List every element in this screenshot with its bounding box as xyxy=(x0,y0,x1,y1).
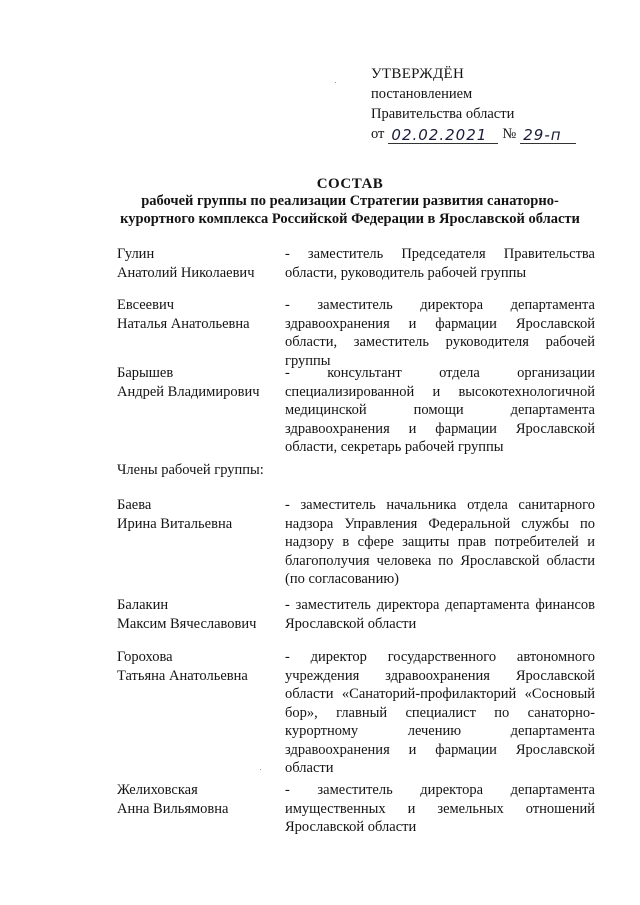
member-given-names: Анна Вильямовна xyxy=(117,800,229,817)
member-name xyxy=(117,648,282,685)
member-given-names: Максим Вячеславович xyxy=(117,615,257,632)
member-name xyxy=(117,781,282,818)
scan-speck xyxy=(260,769,261,770)
approval-block xyxy=(371,64,580,144)
document-subtitle-line-2: курортного комплекса Российской Федерации в Ярославской области xyxy=(120,211,580,227)
handwritten-number: 29-п xyxy=(520,127,576,144)
member-surname: Евсеевич xyxy=(117,297,175,313)
member-surname: Баева xyxy=(117,497,152,513)
member-surname: Горохова xyxy=(117,649,173,665)
member-name xyxy=(117,364,282,401)
members-section-label: Члены рабочей группы: xyxy=(117,462,264,478)
member-given-names: Наталья Анатольевна xyxy=(117,315,250,332)
approval-title: УТВЕРЖДЁН xyxy=(371,66,465,82)
approval-date-prefix: от xyxy=(371,126,385,142)
member-role: - заместитель директора департамента финансов Ярославской области xyxy=(285,597,595,632)
member-name xyxy=(117,496,282,533)
member-given-names: Анатолий Николаевич xyxy=(117,264,255,281)
document-subtitle xyxy=(90,192,610,228)
member-role: - заместитель директора департамента здравоохранения и фармации Ярославской области, заместитель руководителя рабочей группы xyxy=(285,297,595,369)
member-role: - заместитель Председателя Правительства области, руководитель рабочей группы xyxy=(285,246,595,281)
member-role: - консультант отдела организации специализированной и высокотехнологичной медицинской помощи департамента здравоохранения и фармации Ярославской области, секретарь рабочей группы xyxy=(285,365,595,455)
member-role: - директор государственного автономного учреждения здравоохранения Ярославской области «Санаторий-профилакторий «Сосновый бор», главный специалист по санаторно-курортному лечению департамента здравоохранения и фармации Ярославской области xyxy=(285,649,595,776)
handwritten-date: 02.02.2021 xyxy=(388,127,498,144)
approval-number-sign: № xyxy=(502,126,517,142)
scan-speck xyxy=(335,82,336,83)
member-name xyxy=(117,596,282,633)
document-subtitle-line-1: рабочей группы по реализации Стратегии развития санаторно- xyxy=(141,193,559,209)
member-role: - заместитель начальника отдела санитарного надзора Управления Федеральной службы по надзору в сфере защиты прав потребителей и благополучия человека по Ярославской области (по согласованию) xyxy=(285,497,595,587)
member-surname: Желиховская xyxy=(117,782,198,798)
member-role: - заместитель директора департамента имущественных и земельных отношений Ярославской области xyxy=(285,782,595,835)
member-surname: Гулин xyxy=(117,246,155,262)
member-surname: Барышев xyxy=(117,365,174,381)
approval-line-resolution: постановлением xyxy=(371,86,473,102)
approval-date-number-line xyxy=(371,124,580,144)
member-given-names: Татьяна Анатольевна xyxy=(117,667,248,684)
member-given-names: Ирина Витальевна xyxy=(117,515,233,532)
member-surname: Балакин xyxy=(117,597,169,613)
member-name xyxy=(117,245,282,282)
member-given-names: Андрей Владимирович xyxy=(117,383,260,400)
approval-line-government: Правительства области xyxy=(371,106,515,122)
document-title: СОСТАВ xyxy=(316,176,384,192)
member-name xyxy=(117,296,282,333)
